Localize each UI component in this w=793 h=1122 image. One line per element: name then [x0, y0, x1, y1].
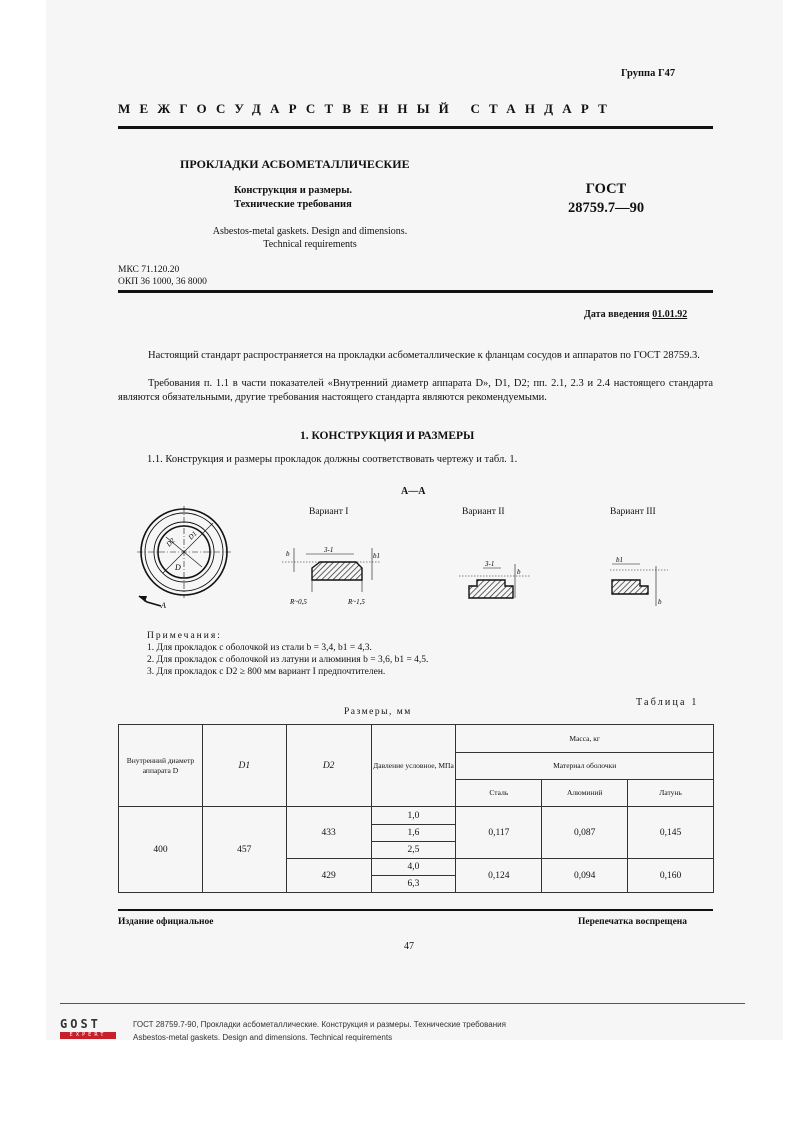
radius-small-label: R~0,5	[290, 598, 307, 606]
clause-1-1: 1.1. Конструкция и размеры прокладок должны соответствовать чертежу и табл. 1.	[147, 454, 518, 465]
codes-rule	[118, 290, 713, 293]
section-heading: 1. КОНСТРУКЦИЯ И РАЗМЕРЫ	[300, 430, 475, 442]
cell-steel: 0,124	[456, 859, 542, 893]
intro-date	[584, 309, 687, 320]
variant-3-section	[604, 556, 674, 612]
variant-1-section	[276, 540, 386, 612]
cell-d2: 433	[286, 807, 371, 859]
intro-date-value: 01.01.92	[652, 309, 688, 320]
paragraph-requirements: Требования п. 1.1 в части показателей «Внутренний диаметр аппарата D», D1, D2; пп. 2.1, 2.3 и 2.4 настоящего стандарта являются обязательными, другие требования настоящего стандарта являются рекомендуемыми.	[118, 378, 713, 403]
variant-1-label: Вариант I	[309, 507, 349, 517]
variant-2-profile	[469, 580, 513, 598]
logo-text-bottom: EXPERT	[60, 1032, 116, 1039]
label-d1: D1	[186, 529, 199, 542]
variant-1-profile	[312, 562, 362, 580]
note-2: 2. Для прокладок с оболочкой из латуни и алюминия b = 3,6, b1 = 4,5.	[147, 655, 429, 665]
cell-brass: 0,160	[628, 859, 714, 893]
source-line-1: ГОСТ 28759.7-90, Прокладки асбометаллические. Конструкция и размеры. Технические требования	[133, 1020, 506, 1029]
intro-date-label: Дата введения	[584, 309, 653, 320]
standard-type-heading: МЕЖГОСУДАРСТВЕННЫЙ СТАНДАРТ	[118, 101, 617, 116]
cell-pressure: 2,5	[371, 842, 456, 859]
source-strip-rule	[60, 1003, 745, 1004]
header-aluminum: Алюминий	[542, 780, 628, 807]
radius-large-label: R~1,5	[348, 598, 365, 606]
cell-pressure: 1,0	[371, 807, 456, 825]
document-subtitle	[234, 184, 352, 212]
cell-aluminum: 0,094	[542, 859, 628, 893]
note-1: 1. Для прокладок с оболочкой из стали b = 3,4, b1 = 4,3.	[147, 643, 372, 653]
label-d: D	[175, 563, 181, 572]
header-d2: D2	[286, 725, 371, 807]
gost-expert-logo[interactable]	[60, 1018, 116, 1039]
note-3: 3. Для прокладок с D2 ≥ 800 мм вариант I предпочтителен.	[147, 667, 386, 677]
dim-label-b: b	[286, 550, 290, 558]
subtitle-line-2: Технические требования	[234, 199, 352, 210]
section-label: А—А	[401, 486, 426, 497]
group-code: Группа Г47	[621, 68, 676, 79]
gasket-plan-drawing	[125, 510, 250, 615]
cell-steel: 0,117	[456, 807, 542, 859]
section-view-label: А	[161, 601, 166, 610]
cell-brass: 0,145	[628, 807, 714, 859]
header-steel: Сталь	[456, 780, 542, 807]
notes	[147, 630, 428, 678]
source-line-2: Asbestos-metal gaskets. Design and dimensions. Technical requirements	[133, 1033, 393, 1042]
gost-number: 28759.7—90	[567, 200, 645, 216]
label-d2: D2	[164, 536, 177, 549]
footer-rule	[118, 909, 713, 911]
english-title	[160, 225, 460, 251]
cell-pressure: 6,3	[371, 876, 456, 893]
edition-note: Издание официальное	[118, 917, 214, 927]
subtitle-line-1: Конструкция и размеры.	[234, 185, 353, 196]
cell-d1: 457	[202, 807, 286, 893]
dim-label-b: b	[517, 568, 521, 576]
dim-label-3: 3-1	[324, 546, 334, 554]
classification-codes	[118, 264, 207, 288]
source-strip-text	[133, 1018, 506, 1044]
header-pressure: Давление условное, МПа	[371, 725, 456, 807]
mks-code: МКС 71.120.20	[118, 265, 180, 275]
cell-pressure: 1,6	[371, 825, 456, 842]
gost-designation	[566, 180, 646, 218]
okp-code: ОКП 36 1000, 36 8000	[118, 277, 207, 287]
variant-3-profile	[612, 580, 648, 594]
dim-label-b1: b1	[616, 556, 623, 564]
gost-label: ГОСТ	[585, 181, 627, 197]
notes-heading: Примечания:	[147, 631, 222, 641]
reprint-note: Перепечатка воспрещена	[578, 917, 688, 927]
table-row	[119, 807, 714, 825]
header-mass: Масса, кг	[456, 725, 714, 753]
variant-2-label: Вариант II	[462, 507, 505, 517]
cell-pressure: 4,0	[371, 859, 456, 876]
english-title-line-1: Asbestos-metal gaskets. Design and dimensions.	[212, 226, 408, 237]
variant-2-section	[455, 558, 535, 608]
english-title-line-2: Technical requirements	[263, 239, 357, 250]
header-brass: Латунь	[628, 780, 714, 807]
variant-3-label: Вариант III	[610, 507, 656, 517]
header-shell-material: Материал оболочки	[456, 753, 714, 780]
dim-label-b: b	[658, 598, 662, 606]
dim-label-b1: b1	[373, 552, 380, 560]
paragraph-scope: Настоящий стандарт распространяется на прокладки асбометаллические к фланцам сосудов и аппаратов по ГОСТ 28759.3.	[148, 350, 700, 361]
page-number: 47	[404, 941, 414, 952]
cell-aluminum: 0,087	[542, 807, 628, 859]
header-d1: D1	[202, 725, 286, 807]
table-caption: Размеры, мм	[344, 707, 412, 717]
header-inner-diameter: Внутренний диаметр аппарата D	[119, 725, 203, 807]
cell-d2: 429	[286, 859, 371, 893]
dim-label-3: 3-1	[485, 560, 495, 568]
table-label: Таблица 1	[636, 697, 699, 708]
document-title: ПРОКЛАДКИ АСБОМЕТАЛЛИЧЕСКИЕ	[180, 157, 410, 171]
header-rule	[118, 126, 713, 129]
logo-text-top: GOST	[60, 1017, 101, 1031]
dimensions-table	[118, 724, 714, 893]
cell-d: 400	[119, 807, 203, 893]
